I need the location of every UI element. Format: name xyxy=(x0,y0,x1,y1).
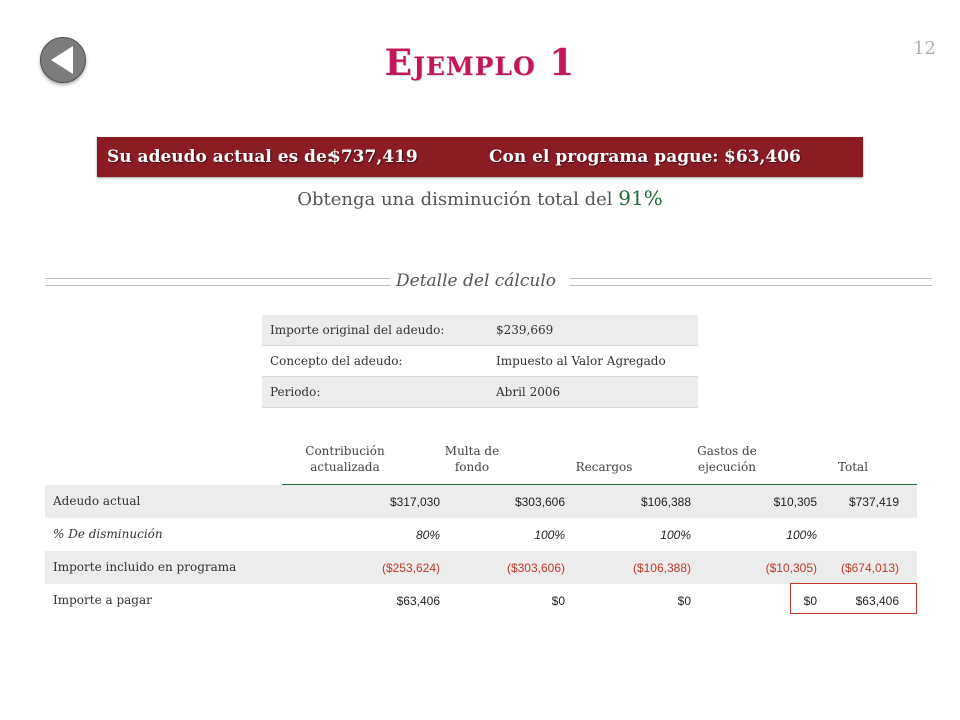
column-header-total: Total xyxy=(837,460,869,474)
column-header-contribution: Contribución actualizada xyxy=(305,444,385,474)
cell-expenses: $0 xyxy=(803,594,817,608)
cell-penalty: $303,606 xyxy=(514,495,565,509)
detail-row xyxy=(262,377,698,408)
section-divider-left xyxy=(45,278,390,286)
cell-expenses: ($10,305) xyxy=(765,561,817,575)
cell-surcharges: 100% xyxy=(660,528,691,542)
section-divider-right xyxy=(570,278,932,286)
slide-title: Ejemplo 1 xyxy=(384,42,576,84)
table-row xyxy=(45,485,917,518)
table-row xyxy=(45,518,917,551)
cell-penalty: $0 xyxy=(551,594,565,608)
detail-row xyxy=(262,315,698,346)
row-label: Importe a pagar xyxy=(53,593,152,607)
reduction-percent: 91% xyxy=(618,186,663,210)
debt-value: $737,419 xyxy=(329,147,418,167)
cell-total: $63,406 xyxy=(855,594,899,608)
cell-expenses: $10,305 xyxy=(773,495,817,509)
cell-total: $737,419 xyxy=(848,495,899,509)
slide-number: 12 xyxy=(913,38,936,59)
reduction-text: Obtenga una disminución total del xyxy=(297,189,613,210)
table-row xyxy=(45,584,917,617)
section-heading: Detalle del cálculo xyxy=(396,271,557,291)
cell-contribution: ($253,624) xyxy=(381,561,440,575)
pay-label: Con el programa pague: xyxy=(489,147,719,167)
table-row xyxy=(45,551,917,584)
cell-surcharges: $106,388 xyxy=(640,495,691,509)
detail-key: Concepto del adeudo: xyxy=(262,346,488,377)
reduction-summary xyxy=(0,186,960,210)
column-header-expenses: Gastos de ejecución xyxy=(697,444,757,474)
cell-total: ($674,013) xyxy=(840,561,899,575)
column-header-surcharges: Recargos xyxy=(575,460,633,474)
pay-value: $63,406 xyxy=(724,147,801,167)
cell-contribution: $317,030 xyxy=(389,495,440,509)
detail-key: Importe original del adeudo: xyxy=(262,315,488,346)
cell-surcharges: ($106,388) xyxy=(632,561,691,575)
cell-surcharges: $0 xyxy=(677,594,691,608)
column-header-penalty: Multa de fondo xyxy=(444,444,500,474)
detail-value: Abril 2006 xyxy=(488,377,698,408)
debt-label: Su adeudo actual es de: xyxy=(107,147,334,167)
total-highlight-box xyxy=(790,583,917,614)
cell-penalty: ($303,606) xyxy=(506,561,565,575)
cell-expenses: 100% xyxy=(786,528,817,542)
cell-contribution: 80% xyxy=(415,528,440,542)
detail-table xyxy=(262,315,698,408)
detail-row xyxy=(262,346,698,377)
row-label: % De disminución xyxy=(53,527,163,541)
detail-key: Periodo: xyxy=(262,377,488,408)
detail-value: $239,669 xyxy=(488,315,698,346)
debt-banner xyxy=(97,137,863,177)
row-label: Importe incluido en programa xyxy=(53,560,237,574)
detail-value: Impuesto al Valor Agregado xyxy=(488,346,698,377)
cell-contribution: $63,406 xyxy=(396,594,440,608)
row-label: Adeudo actual xyxy=(53,494,141,508)
cell-penalty: 100% xyxy=(534,528,565,542)
